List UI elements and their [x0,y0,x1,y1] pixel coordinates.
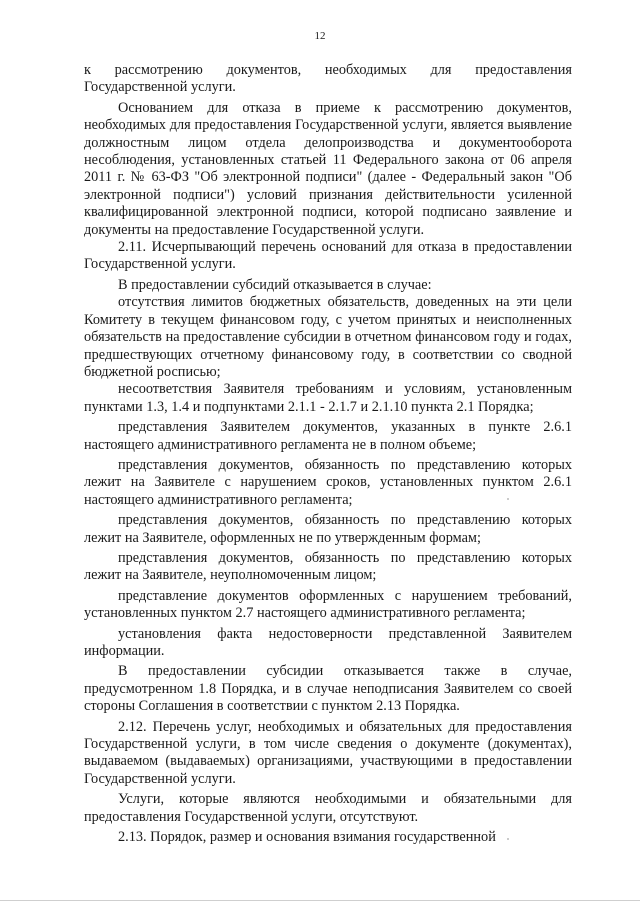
paragraph-subsidy-refusal-intro: В предоставлении субсидий отказывается в случае: [118,276,432,293]
paragraph-services-absent: Услуги, которые являются необходимыми и обязательными для предоставления Государственной услуги, отсутствуют. [84,791,572,825]
list-item-incomplete-docs: представления Заявителем документов, указанных в пункте 2.6.1 настоящего административного регламента не в полном объеме; [84,419,572,453]
list-item-requirements-violation: представление документов оформленных с нарушением требований, установленных пунктом 2.7 настоящего административного регламента; [84,587,572,622]
paragraph-continuation: к рассмотрению документов, необходимых для предоставления Государственной услуги. [84,62,572,96]
list-item-late-docs: представления документов, обязанность по представлению которых лежит на Заявителе с нарушением сроков, установленных пунктом 2.6.1 настоящего административного регламента; [84,456,572,508]
document-body [84,62,572,846]
list-item-unauthorized-person: представления документов, обязанность по представлению которых лежит на Заявителе, неуполномоченным лицом; [84,549,572,584]
scan-edge-line [0,900,640,901]
page-number: 12 [314,30,326,42]
list-item-nonconformity: несоответствия Заявителя требованиям и условиям, установленным пунктами 1.3, 1.4 и подпунктами 2.1.1 - 2.1.7 и 2.1.10 пункта 2.1 Порядка; [84,381,572,415]
section-heading-2-11: 2.11. Исчерпывающий перечень оснований для отказа в предоставлении Государственной услуги. [84,239,572,273]
list-item-false-information: установления факта недостоверности представленной Заявителем информации. [84,625,572,659]
scan-speck [507,838,509,840]
section-heading-2-13: 2.13. Порядок, размер и основания взимания государственной [118,829,496,846]
list-item-limits: отсутствия лимитов бюджетных обязательств, доведенных на эти цели Комитету в текущем финансовом году, с учетом принятых и неисполненных обязательств на предоставление субсидии в отчетном финансовом году и годах, предшествующих отчетному финансовому году, в соответствии со сводной бюджетной росписью; [84,294,572,380]
paragraph-additional-refusal: В предоставлении субсидии отказывается также в случае, предусмотренном 1.8 Порядка, и в случае неподписания Заявителем со своей стороны Соглашения в соответствии с пунктом 2.13 Порядка. [84,663,572,715]
scan-speck [507,498,509,500]
list-item-wrong-forms: представления документов, обязанность по представлению которых лежит на Заявителе, оформленных не по утвержденным формам; [84,512,572,546]
section-heading-2-12: 2.12. Перечень услуг, необходимых и обязательных для предоставления Государственной услуги, в том числе сведения о документе (документах), выдаваемом (выдаваемых) организациями, участвующими в предоставлении Государственной услуги. [84,718,572,787]
paragraph-refusal-grounds-docs: Основанием для отказа в приеме к рассмотрению документов, необходимых для предоставления Государственной услуги, является выявление должностным лицом отдела делопроизводства и документооборота несоблюдения, установленных статьей 11 Федерального закона от 06 апреля 2011 г. № 63-ФЗ "Об электронной подписи" (далее - Федеральный закон "Об электронной подписи") условий признания действительности усиленной квалифицированной электронной подписи, которой подписано заявление и документы на предоставление Государственной услуги. [84,99,572,238]
